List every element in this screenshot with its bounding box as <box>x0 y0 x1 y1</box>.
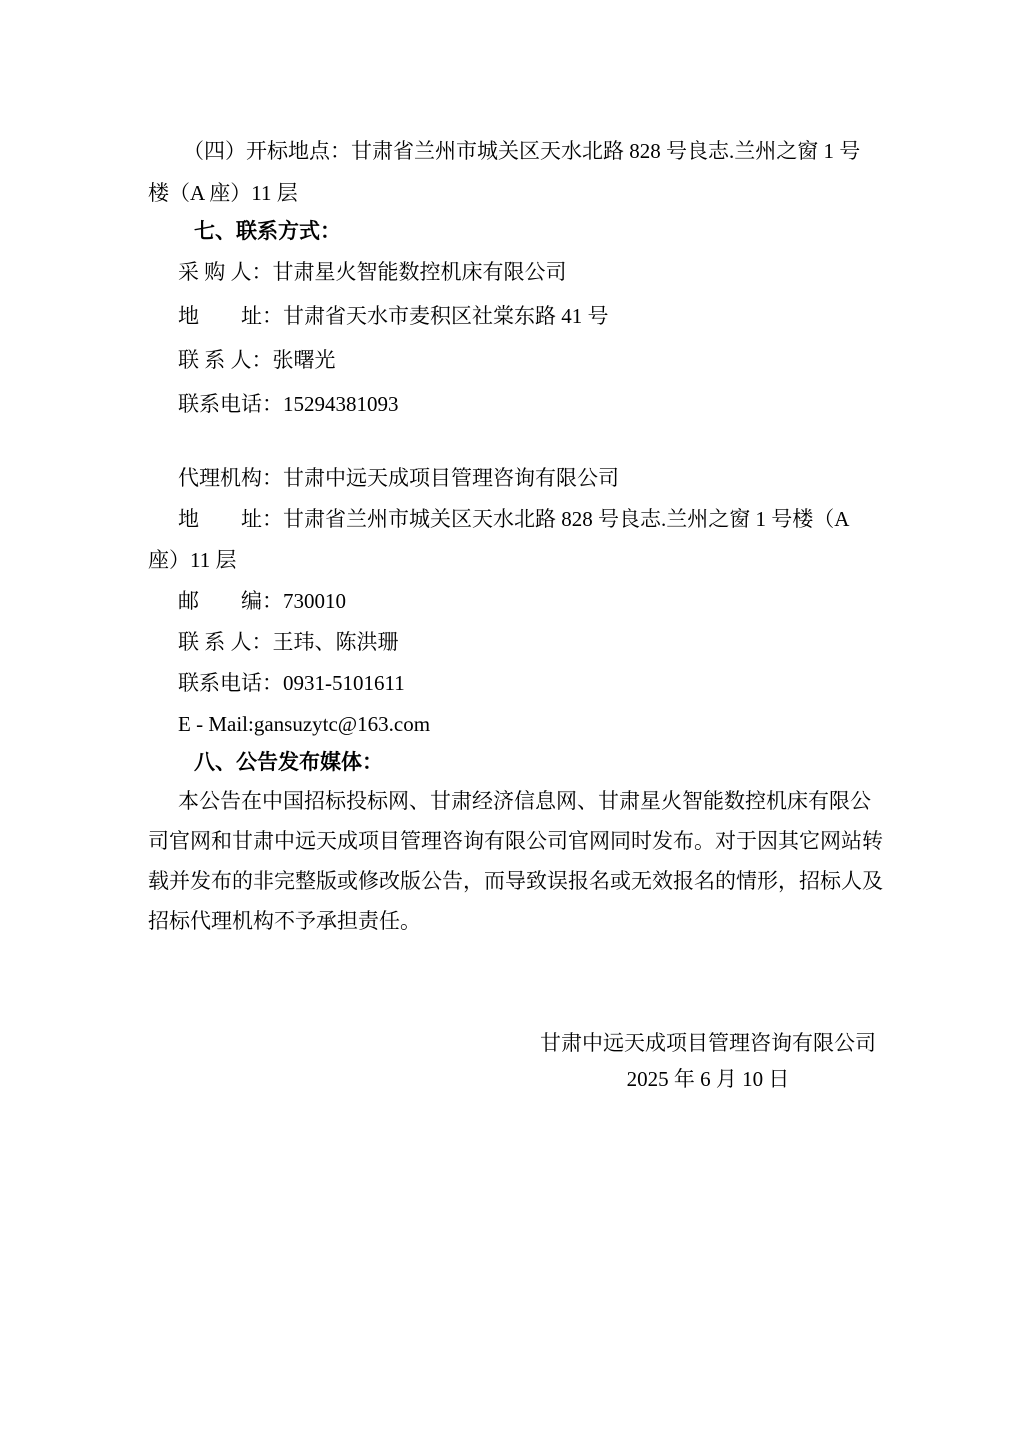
agency-zip-value: 730010 <box>283 589 346 613</box>
agency-address-label: 地 址： <box>178 507 283 531</box>
agency-email-label: E - Mail: <box>178 712 254 736</box>
agency-address-value-line2: 座）11 层 <box>148 548 237 572</box>
agency-org-row <box>148 458 880 499</box>
purchaser-phone-label: 联系电话： <box>178 392 283 416</box>
purchaser-address-row <box>148 294 880 338</box>
agency-person-label: 联 系 人： <box>178 630 273 654</box>
media-paragraph <box>148 781 883 941</box>
open-location-line-1: （四）开标地点：甘肃省兰州市城关区天水北路 828 号良志.兰州之窗 1 号 <box>183 139 861 163</box>
section-8-heading: 八、公告发布媒体： <box>194 751 383 774</box>
purchaser-person-value: 张曙光 <box>272 348 336 372</box>
agency-person-value: 王玮、陈洪珊 <box>272 630 399 654</box>
agency-person-row <box>148 622 880 663</box>
media-paragraph-line-4: 招标代理机构不予承担责任。 <box>148 909 421 933</box>
agency-zip-row <box>148 581 880 622</box>
agency-zip-label: 邮 编： <box>178 589 283 613</box>
agency-org-label: 代理机构： <box>178 466 283 490</box>
agency-email-value: gansuzytc@163.com <box>253 712 431 736</box>
agency-phone-label: 联系电话： <box>178 671 283 695</box>
media-paragraph-line-1: 本公告在中国招标投标网、甘肃经济信息网、甘肃星火智能数控机床有限公 <box>178 789 871 813</box>
media-paragraph-line-2: 司官网和甘肃中远天成项目管理咨询有限公司官网同时发布。对于因其它网站转 <box>148 829 883 853</box>
signature-block <box>540 1025 876 1097</box>
agency-email-row <box>148 704 880 745</box>
signature-company: 甘肃中远天成项目管理咨询有限公司 <box>540 1031 876 1055</box>
agency-contact-block <box>148 458 880 745</box>
purchaser-person-label: 联 系 人： <box>178 348 273 372</box>
section-7-heading: 七、联系方式： <box>194 220 341 243</box>
agency-address-row <box>148 499 880 540</box>
purchaser-phone-row <box>148 382 880 426</box>
agency-org-value: 甘肃中远天成项目管理咨询有限公司 <box>283 466 619 490</box>
purchaser-address-label: 地 址： <box>178 304 283 328</box>
purchaser-name-value: 甘肃星火智能数控机床有限公司 <box>272 260 567 284</box>
media-paragraph-line-3: 载并发布的非完整版或修改版公告，而导致误报名或无效报名的情形，招标人及 <box>148 869 883 893</box>
purchaser-contact-block <box>148 250 880 426</box>
agency-phone-row <box>148 663 880 704</box>
open-location-line-2: 楼（A 座）11 层 <box>148 181 298 205</box>
signature-date: 2025 年 6 月 10 日 <box>626 1067 790 1091</box>
purchaser-name-label: 采 购 人： <box>178 260 273 284</box>
purchaser-name-row <box>148 250 880 294</box>
purchaser-person-row <box>148 338 880 382</box>
purchaser-address-value: 甘肃省天水市麦积区社棠东路 41 号 <box>283 304 609 328</box>
purchaser-phone-value: 15294381093 <box>283 392 399 416</box>
agency-phone-value: 0931-5101611 <box>283 671 405 695</box>
agency-address-value-line1: 甘肃省兰州市城关区天水北路 828 号良志.兰州之窗 1 号楼（A <box>283 507 850 531</box>
